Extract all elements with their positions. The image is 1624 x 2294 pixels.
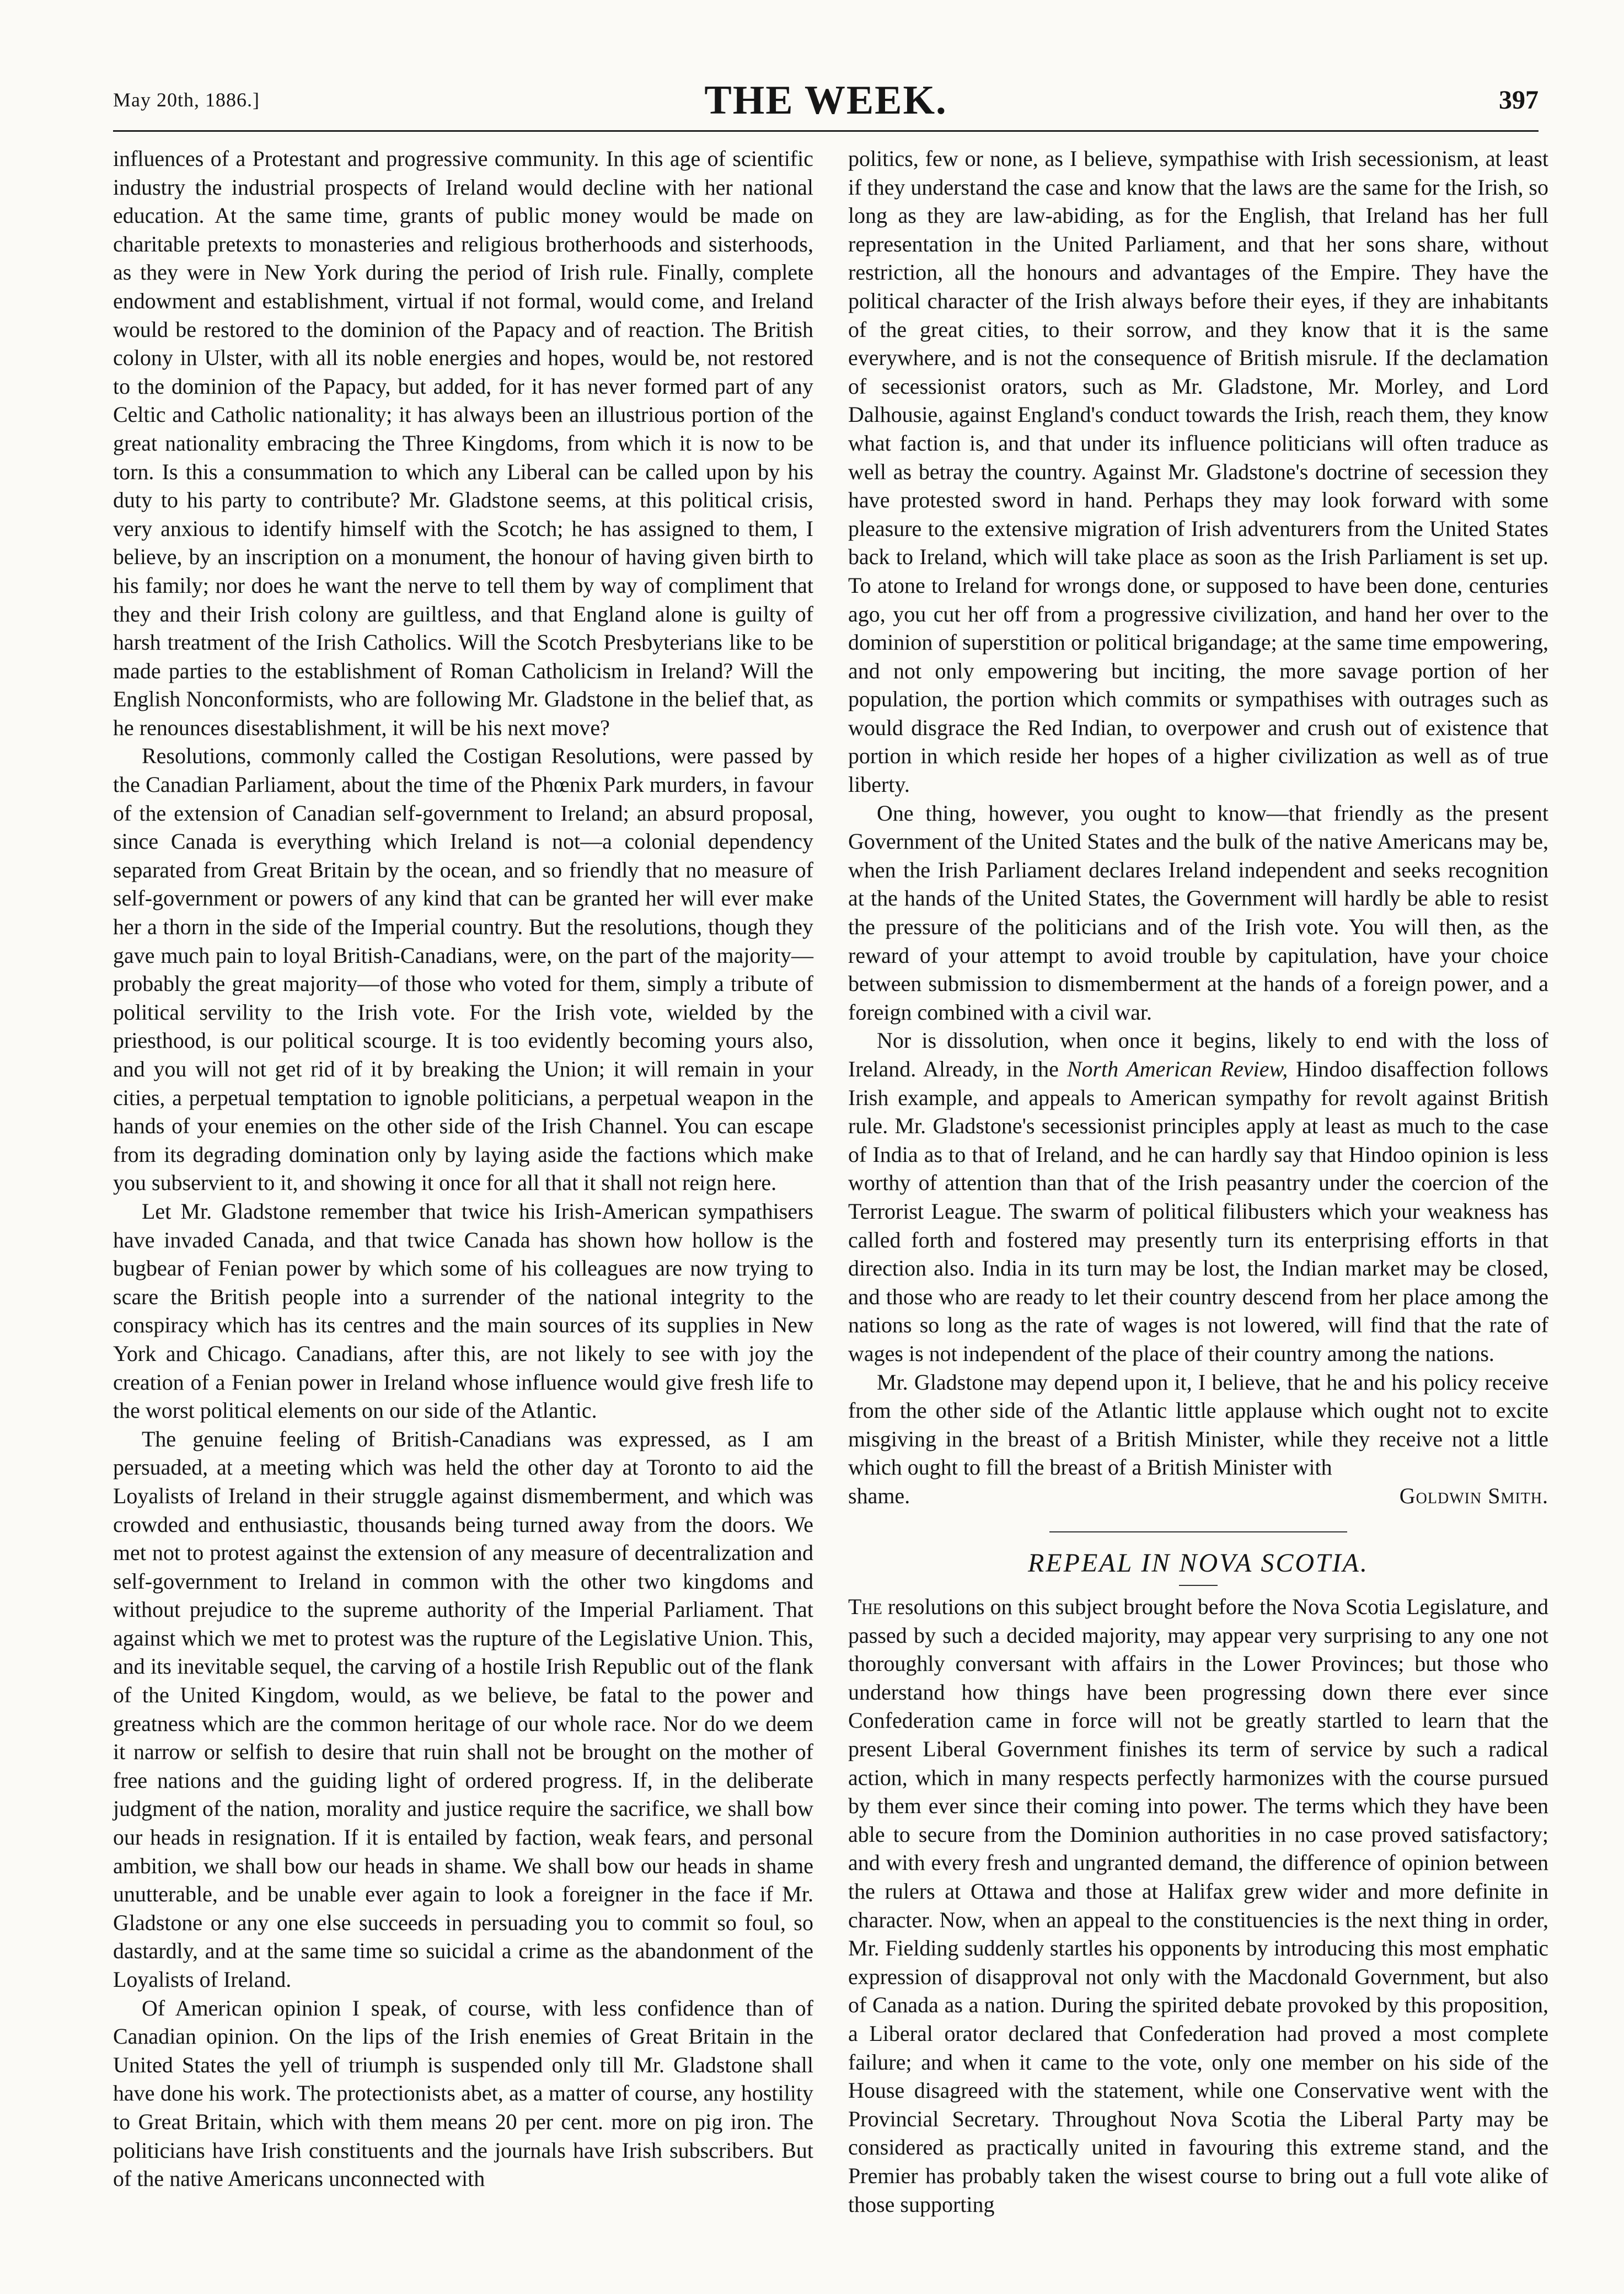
paragraph: Of American opinion I speak, of course, with less confidence than of Canadian opinion. On the lips of the Irish enemies of Great Britain in the United States the yell of triumph is suspended only till Mr. Gladstone shall have done his work. The protectionists abet, as a matter of course, any hostility to Great Britain, which with them means 20 per cent. more on pig iron. The politicians have Irish constituents and the journals have Irish subscribers. But of the native Americans unconnected with — [113, 1995, 813, 2191]
paragraph: The genuine feeling of British-Canadians was expressed, as I am persuaded, at a meeting which was held the other day at Toronto to aid the Loyalists of Ireland in their struggle against dismemberment, and which was crowded and enthusiastic, thousands being turned away from the doors. We met not to protest against the extension of any measure of decentralization and self-government to Ireland in common with the other two kingdoms and without prejudice to the supreme authority of the Imperial Parliament. That against which we met to protest was the rupture of the Legislative Union. This, and its inevitable sequel, the carving of a hostile Irish Republic out of the flank of the United Kingdom, would, as we believe, be fatal to the power and greatness which are the common heritage of our whole race. Nor do we deem it narrow or selfish to desire that ruin shall not be brought on the mother of free nations and the guiding light of ordered progress. If, in the deliberate judgment of the nation, morality and justice require the sacrifice, we shall bow our heads in resignation. If it is entailed by faction, weak fears, and personal ambition, we shall bow our heads in shame. We shall bow our heads in shame unutterable, and be unable ever again to look a foreigner in the face if Mr. Gladstone or any one else succeeds in persuading you to commit so foul, so dastardly, and at the same time so suicidal a crime as the abandonment of the Loyalists of Ireland. — [113, 1426, 813, 1992]
paragraph: politics, few or none, as I believe, sympathise with Irish secessionism, at least if they understand the case and know that the laws are the same for the Irish, so long as they are law-abiding, as for the English, that Ireland has her full representation in the United Parliament, and that her sons share, without restriction, all the honours and advantages of the Empire. They have the political character of the Irish always before their eyes, if they are inhabitants of the great cities, to their sorrow, and they know that it is the same everywhere, and is not the consequence of British misrule. If the declamation of secessionist orators, such as Mr. Gladstone, Mr. Morley, and Lord Dalhousie, against England's conduct towards the Irish, reach them, they know what faction is, and that under its influence politicians will often traduce as well as betray the country. Against Mr. Gladstone's doctrine of secession they have protested sword in hand. Perhaps they may look forward with some pleasure to the extensive migration of Irish adventurers from the United States back to Ireland, which will take place as soon as the Irish Parliament is set up. To atone to Ireland for wrongs done, or supposed to have been done, centuries ago, you cut her off from a progressive civilization, and hand her over to the dominion of superstition or political brigandage; at the same time empowering, and not only empowering but inciting, the more savage portion of her population, the portion which commits or sympathises with outrages such as would disgrace the Red Indian, to overpower and crush out of existence that portion in which reside her hopes of a higher civilization as well as of true liberty. — [848, 146, 1548, 797]
paragraph: One thing, however, you ought to know—that friendly as the present Government of the United States and the bulk of the native Americans may be, when the Irish Parliament declares Ireland independent and seeks recognition at the hands of the United States, the Government will hardly be able to resist the pressure of the politicians and of the Irish vote. You will then, as the reward of your attempt to avoid trouble by capitulation, have your choice between submission to dismemberment at the hands of a foreign power, and a foreign combined with a civil war. — [848, 800, 1548, 1025]
paragraph-text: resolutions on this subject brought before the Nova Scotia Legislature, and passed by such a decided majority, may appear very surprising to any one not thoroughly conversant with affairs in the Lower Provinces; but those who understand how things have been progressing down there ever since Confederation came in force will not be greatly startled to learn that the present Liberal Government finishes its term of service by such a radical action, which in many respects perfectly harmonizes with the course pursued by them ever since their coming into power. The terms which they have been able to secure from the Dominion authorities in no case proved satisfactory; and with every fresh and ungranted demand, the difference of opinion between the rulers at Ottawa and those at Halifax grew wider and more definite in character. Now, when an appeal to the constituencies is the next thing in order, Mr. Fielding suddenly startles his opponents by introducing this most emphatic expression of disapproval not only with the Macdonald Government, but also of Canada as a nation. During the spirited debate provoked by this proposition, a Liberal orator declared that Confederation had proved a most complete failure; and when it came to the vote, only one member on his side of the House disagreed with the statement, while one Conservative went with the Provincial Secretary. Throughout Nova Scotia the Liberal Party may be considered as practically united in favouring this extreme stand, and the Premier has probably taken the wisest course to bring out a full vote alike of those supporting — [848, 1594, 1548, 2217]
page-header — [113, 77, 1539, 143]
opening-word: The — [848, 1594, 882, 1620]
author-signature: Goldwin Smith. — [1399, 1483, 1548, 1508]
closing-word: shame. — [848, 1483, 910, 1508]
paragraph — [848, 1593, 1548, 2218]
title-underline — [1179, 1585, 1218, 1586]
paragraph-text: Hindoo disaffection follows Irish example, and appeals to American sympathy for revolt against British rule. Mr. Gladstone's secessionist principles apply at least as much to the case of India as to that of Ireland, and he can hardly say that Hindoo opinion is less worthy of attention than that of the Irish peasantry under the coercion of the Terrorist League. The swarm of political filibusters which your weakness has called forth and fostered may presently turn its enterprising efforts in that direction also. India in its turn may be lost, the Indian market may be closed, and those who are ready to let their country descend from her place among the nations so long as the rate of wages is not lowered, will find that the rate of wages is not independent of the place of their country among the nations. — [848, 1057, 1548, 1366]
issue-date: May 20th, 1886.] — [113, 89, 260, 111]
paragraph: influences of a Protestant and progressive community. In this age of scientific industry the industrial prospects of Ireland would decline with her national education. At the same time, grants of public money would be made on charitable pretexts to monasteries and religious brotherhoods and sisterhoods, as they were in New York during the period of Irish rule. Finally, complete endowment and establishment, virtual if not formal, would come, and Ireland would be restored to the dominion of the Papacy and of reaction. The British colony in Ulster, with all its noble energies and hopes, would be, not restored to the dominion of the Papacy, but added, for it has never formed part of any Celtic and Catholic nationality; it has always been an illustrious portion of the great nationality embracing the Three Kingdoms, from which it is now to be torn. Is this a consummation to which any Liberal can be called upon by his duty to his party to contribute? Mr. Gladstone seems, at this political crisis, very anxious to identify himself with the Scotch; he has assigned to them, I believe, by an inscription on a monument, the honour of having given birth to his family; nor does he want the nerve to tell them by way of compliment that they and their Irish colony are guiltless, and that England alone is guilty of harsh treatment of the Irish Catholics. Will the Scotch Presbyterians like to be made parties to the establishment of Roman Catholicism in Ireland? Will the English Nonconformists, who are following Mr. Gladstone in the belief that, as he renounces disestablishment, it will be his next move? — [113, 146, 813, 740]
paragraph: Let Mr. Gladstone remember that twice his Irish-American sympathisers have invaded Canada, and that twice Canada has shown how hollow is the bugbear of Fenian power by which some of his colleagues are now trying to scare the British people into a surrender of the national integrity to the conspiracy which has its centres and the main sources of its supplies in New York and Chicago. Canadians, after this, are not likely to see with joy the creation of a Fenian power in Ireland whose influence would give fresh life to the worst political elements on our side of the Atlantic. — [113, 1198, 813, 1423]
header-rule — [113, 130, 1539, 132]
paragraph — [848, 1026, 1548, 1368]
paragraph: Resolutions, commonly called the Costigan Resolutions, were passed by the Canadian Parliament, about the time of the Phœnix Park murders, in favour of the extension of Canadian self-government to Ireland; an absurd proposal, since Canada is everything which Ireland is not—a colonial dependency separated from Great Britain by the ocean, and so friendly that no measure of self-government or powers of any kind that can be granted her will ever make her a thorn in the side of the Imperial country. But the resolutions, though they gave much pain to loyal British-Canadians, were, on the part of the majority—probably the great majority—of those who voted for them, simply a tribute of political servility to the Irish vote. For the Irish vote, wielded by the priesthood, is our political scourge. It is too evidently becoming yours also, and you will not get rid of it by breaking the Union; it will remain in your cities, a perpetual temptation to ignoble politicians, a perpetual weapon in the hands of your enemies on the other side of the Irish Channel. You can escape from its degrading domination only by laying aside the factions which make you subservient to it, and showing it once for all that it shall not reign here. — [113, 743, 813, 1196]
periodical-title: North American Review, — [1066, 1057, 1288, 1081]
paragraph-text: Nor is dissolution, when once it begins, likely to end with the loss of Ireland. Already, in the — [848, 1028, 1548, 1081]
section-title: REPEAL IN NOVA SCOTIA. — [1028, 1548, 1369, 1578]
page-number: 397 — [1499, 85, 1539, 115]
right-column — [848, 144, 1548, 2217]
section-divider — [1049, 1531, 1347, 1532]
closing-line — [848, 1482, 1548, 1510]
left-column — [113, 144, 813, 2191]
paragraph: Mr. Gladstone may depend upon it, I believe, that he and his policy receive from the other side of the Atlantic little applause which ought not to excite misgiving in the breast of a British Minister, while they receive not a little which ought to fill the breast of a British Minister with — [848, 1369, 1548, 1480]
journal-title: THE WEEK. — [704, 78, 947, 123]
